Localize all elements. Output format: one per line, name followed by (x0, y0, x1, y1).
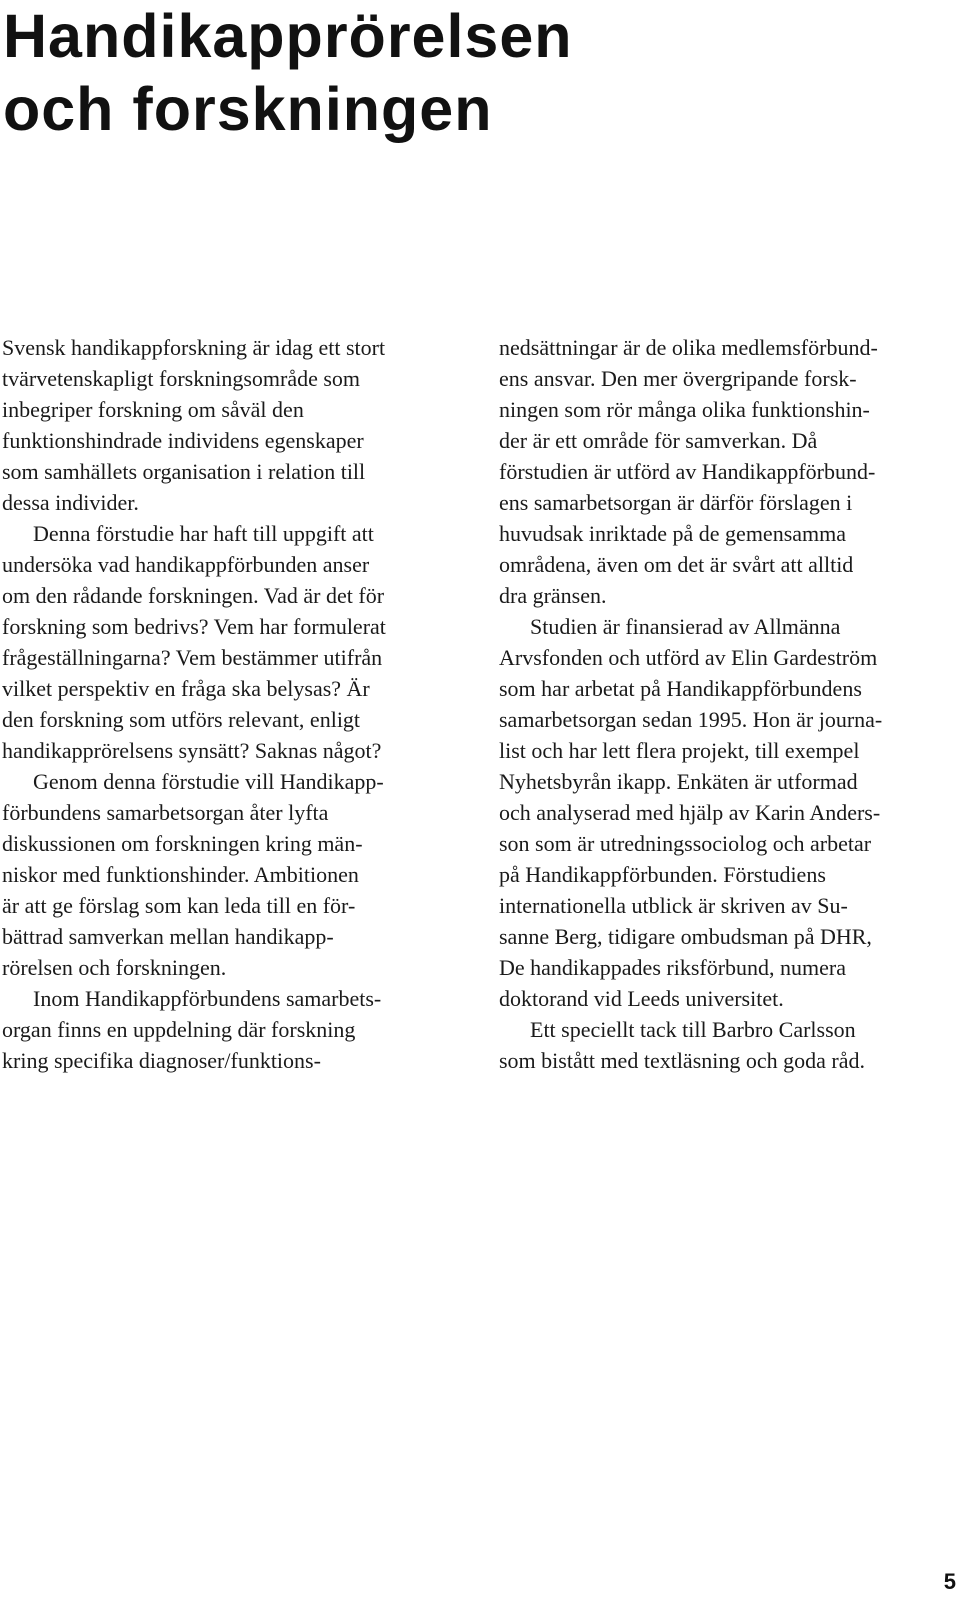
text-line: är att ge förslag som kan leda till en för- (2, 893, 356, 918)
text-line: organ finns en uppdelning där forskning (2, 1017, 356, 1042)
text-line: inbegriper forskning om såväl den (2, 397, 304, 422)
text-line: bättrad samverkan mellan handikapp- (2, 924, 334, 949)
text-line: på Handikappförbunden. Förstudiens (499, 862, 826, 887)
text-line: list och har lett flera projekt, till exempel (499, 738, 860, 763)
text-line: som samhällets organisation i relation till (2, 459, 366, 484)
text-line: dra gränsen. (499, 583, 607, 608)
text-line: dessa individer. (2, 490, 139, 515)
text-line: ningen som rör många olika funktionshin- (499, 397, 870, 422)
text-line: områdena, även om det är svårt att alltid (499, 552, 854, 577)
text-line: handikapprörelsens synsätt? Saknas något? (2, 738, 382, 763)
text-line: ens ansvar. Den mer övergripande forsk- (499, 366, 857, 391)
text-line: rörelsen och forskningen. (2, 955, 227, 980)
text-line: vilket perspektiv en fråga ska belysas? Är (2, 676, 370, 701)
text-line: huvudsak inriktade på de gemensamma (499, 521, 847, 546)
text-line: undersöka vad handikappförbunden anser (2, 552, 370, 577)
page-title (3, 0, 573, 146)
page-number: 5 (943, 1569, 956, 1594)
text-line: Arvsfonden och utförd av Elin Gardeström (499, 645, 878, 670)
page-title-line: Handikapprörelsen (3, 2, 573, 70)
text-line: sanne Berg, tidigare ombudsman på DHR, (499, 924, 872, 949)
text-line: samarbetsorgan sedan 1995. Hon är journa- (499, 707, 883, 732)
text-line: som bistått med textläsning och goda råd. (499, 1048, 865, 1073)
text-line: tvärvetenskapligt forskningsområde som (2, 366, 361, 391)
text-line: om den rådande forskningen. Vad är det för (2, 583, 385, 608)
page-title-line: och forskningen (3, 75, 493, 143)
text-line: Genom denna förstudie vill Handikapp- (33, 769, 384, 794)
text-line: nedsättningar är de olika medlemsförbund- (499, 335, 878, 360)
text-line: son som är utredningssociolog och arbetar (499, 831, 872, 856)
text-line: De handikappades riksförbund, numera (499, 955, 847, 980)
text-line: doktorand vid Leeds universitet. (499, 986, 784, 1011)
text-line: kring specifika diagnoser/funktions- (2, 1048, 321, 1073)
left-text-column (2, 332, 472, 1076)
text-line: Studien är finansierad av Allmänna (530, 614, 841, 639)
right-text-column (499, 332, 951, 1076)
text-line: der är ett område för samverkan. Då (499, 428, 818, 453)
text-line: frågeställningarna? Vem bestämmer utifrån (2, 645, 383, 670)
text-line: Ett speciellt tack till Barbro Carlsson (530, 1017, 856, 1042)
text-line: Denna förstudie har haft till uppgift att (33, 521, 374, 546)
text-line: förstudien är utförd av Handikappförbund- (499, 459, 876, 484)
text-line: forskning som bedrivs? Vem har formulerat (2, 614, 386, 639)
text-line: den forskning som utförs relevant, enligt (2, 707, 361, 732)
text-line: Svensk handikappforskning är idag ett stort (2, 335, 386, 360)
text-line: niskor med funktionshinder. Ambitionen (2, 862, 359, 887)
text-line: ens samarbetsorgan är därför förslagen i (499, 490, 853, 515)
text-line: som har arbetat på Handikappförbundens (499, 676, 862, 701)
text-line: Nyhetsbyrån ikapp. Enkäten är utformad (499, 769, 858, 794)
text-line: internationella utblick är skriven av Su- (499, 893, 848, 918)
text-line: Inom Handikappförbundens samarbets- (33, 986, 382, 1011)
text-line: funktionshindrade individens egenskaper (2, 428, 364, 453)
text-line: diskussionen om forskningen kring män- (2, 831, 363, 856)
text-line: förbundens samarbetsorgan åter lyfta (2, 800, 329, 825)
text-line: och analyserad med hjälp av Karin Anders- (499, 800, 881, 825)
